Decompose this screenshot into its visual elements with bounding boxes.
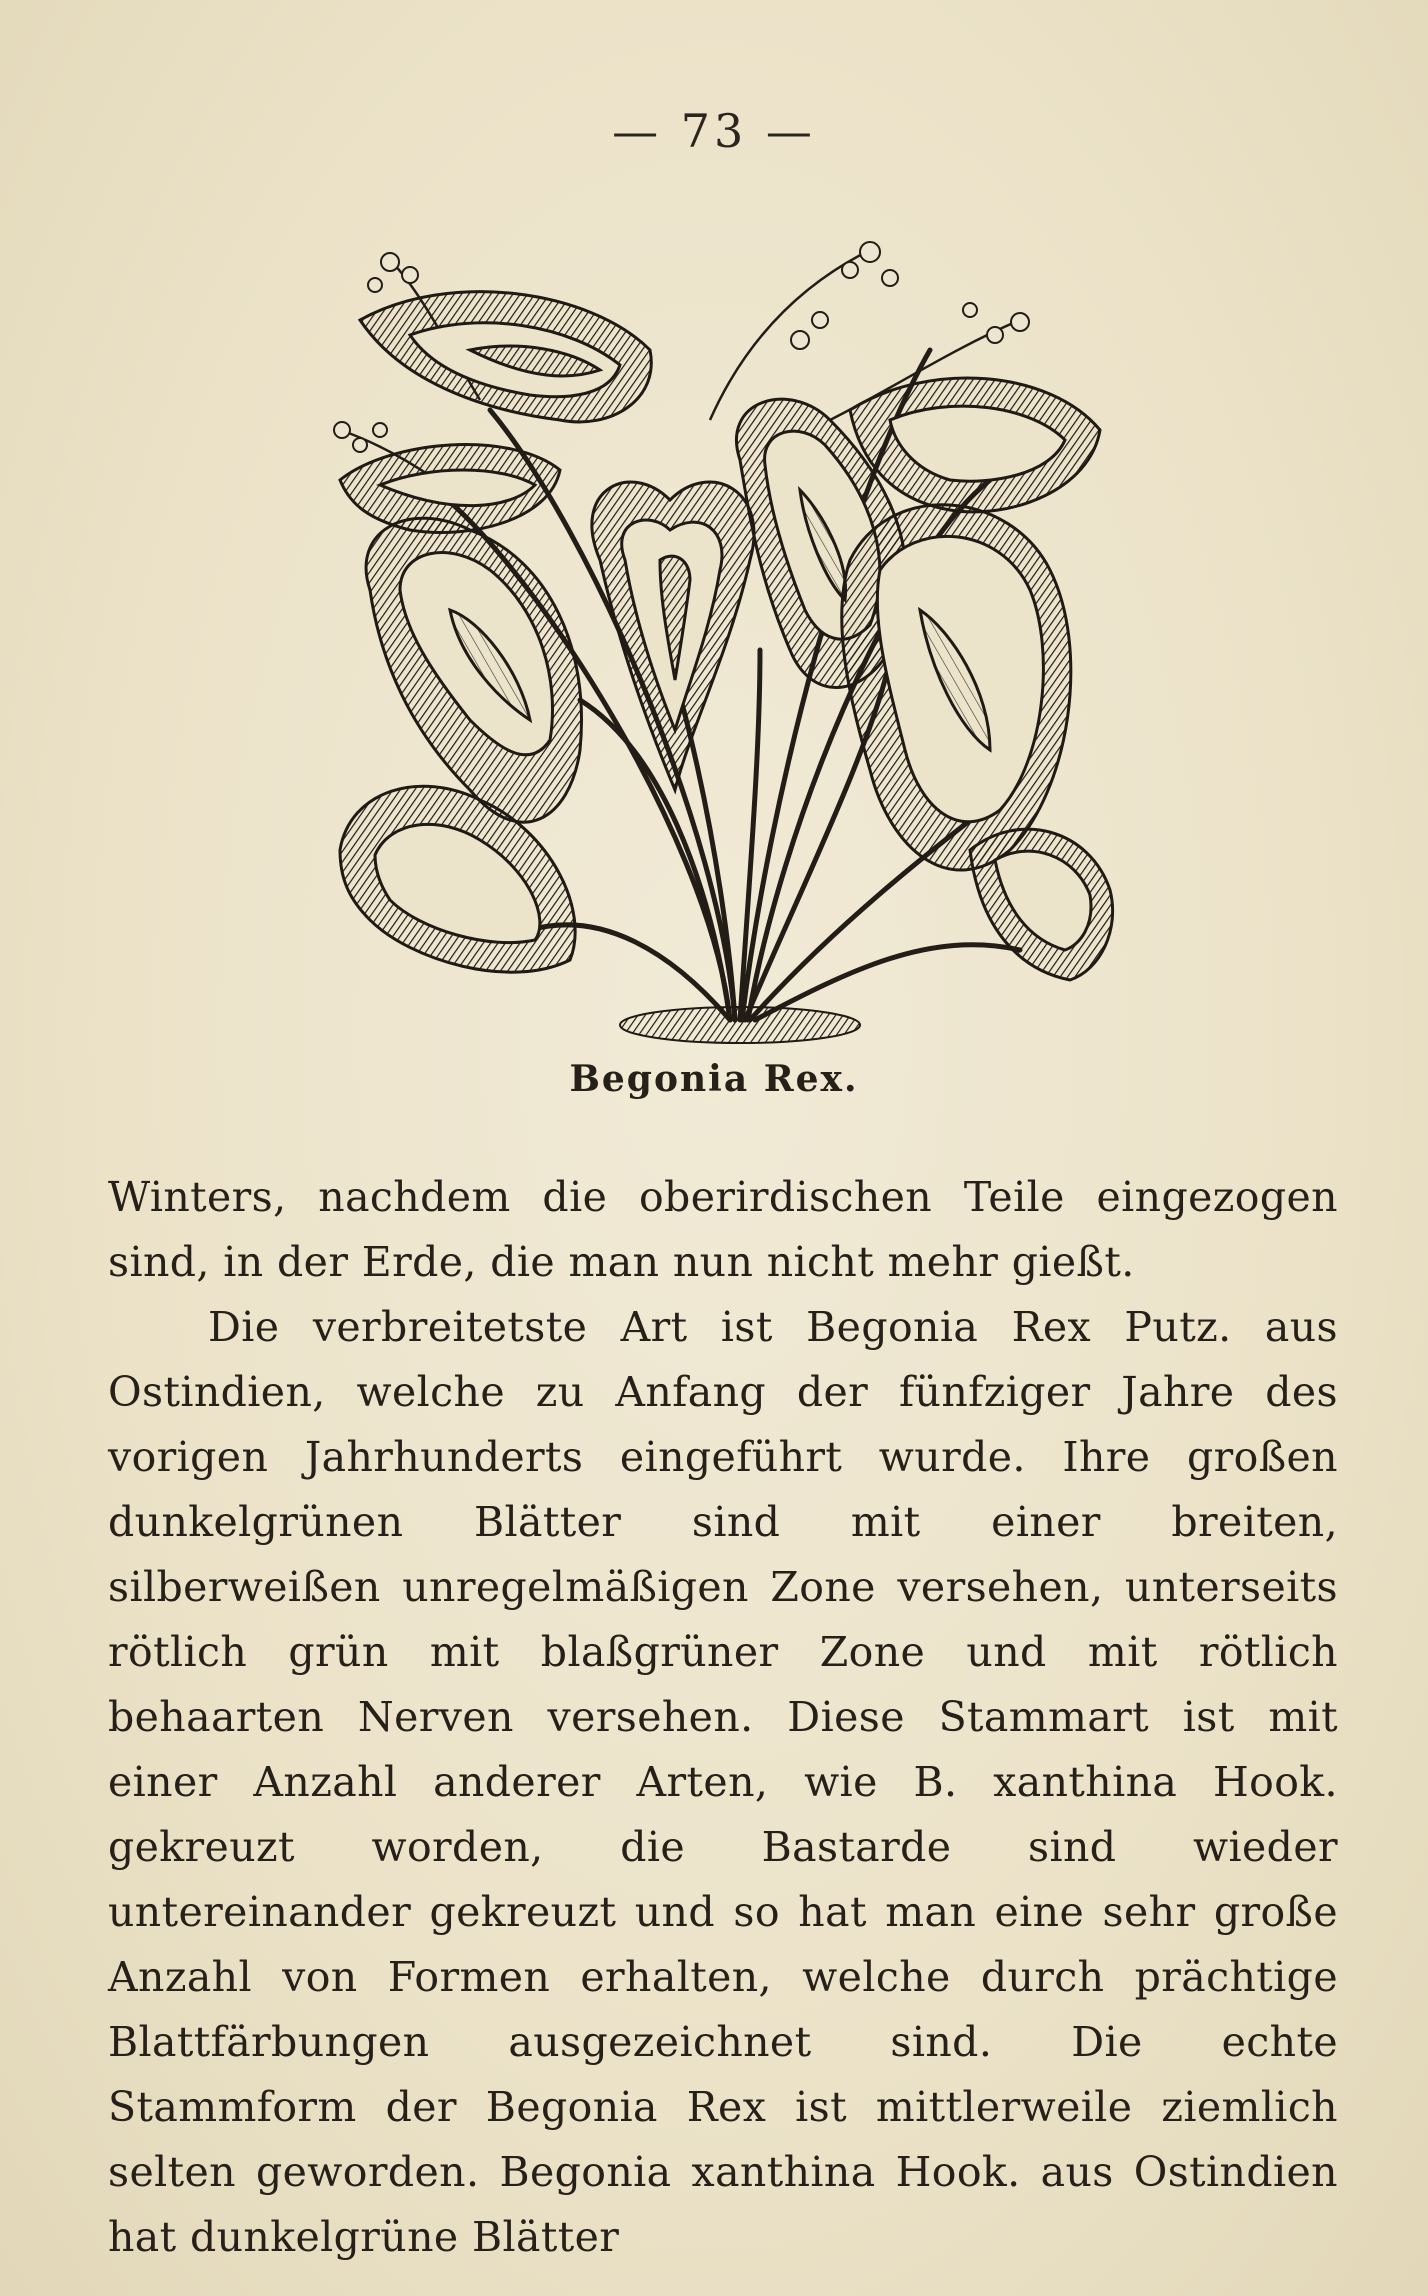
page-number: — 73 — bbox=[612, 104, 816, 158]
paragraph-1: Winters, nachdem die oberirdischen Teile eingezogen sind, in der Erde, die man nun nicht mehr gießt. bbox=[108, 1173, 1338, 1286]
body-text bbox=[108, 1165, 1338, 2270]
paragraph-2: Die verbreitetste Art ist Begonia Rex Putz. aus Ostindien, welche zu Anfang der fünfziger Jahre des vorigen Jahrhunderts eingeführt wurde. Ihre großen dunkelgrünen Blätter sind mit einer breiten, silberweißen unregelmäßigen Zone versehen, unterseits rötlich grün mit blaßgrüner Zone und mit rötlich behaarten Nerven versehen. Diese Stammart ist mit einer Anzahl anderer Arten, wie B. xanthina Hook. gekreuzt worden, die Bastarde sind wieder untereinander gekreuzt und so hat man eine sehr große Anzahl von Formen erhalten, welche durch prächtige Blattfärbungen ausgezeichnet sind. Die echte Stammform der Begonia Rex ist mittlerweile ziemlich selten geworden. Begonia xanthina Hook. aus Ostindien hat dunkelgrüne Blätter bbox=[108, 1303, 1338, 2261]
begonia-rex-illustration bbox=[330, 230, 1120, 1060]
figure-caption: Begonia Rex. bbox=[569, 1058, 859, 1100]
